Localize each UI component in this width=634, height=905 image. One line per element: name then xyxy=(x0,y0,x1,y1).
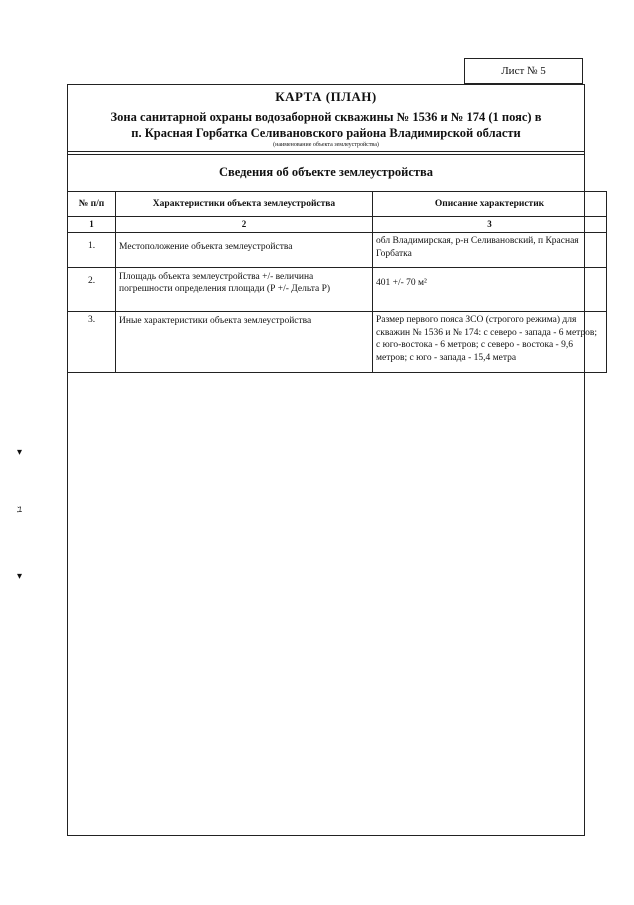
table-row xyxy=(68,268,607,312)
table-header-row xyxy=(68,192,607,217)
row-number: 1. xyxy=(68,233,116,268)
row-characteristic: Местоположение объекта землеустройства xyxy=(116,233,373,268)
margin-mark: ▾ xyxy=(17,447,23,458)
row-number: 3. xyxy=(68,312,116,373)
col-header-description: Описание характеристик xyxy=(373,192,607,217)
row-characteristic: Площадь объекта землеустройства +/- величина погрешности определения площади (Р +/- Дельта Р) xyxy=(116,268,373,312)
table-index-row xyxy=(68,217,607,233)
section-title: Сведения об объекте землеустройства xyxy=(218,165,434,179)
sheet-number: Лист № 5 xyxy=(464,58,583,84)
index-cell: 1 xyxy=(68,217,116,233)
row-number: 2. xyxy=(68,268,116,312)
object-name-caption: (наименование объекта землеустройства) xyxy=(273,142,379,148)
row-description: Размер первого пояса ЗСО (строгого режима) для скважин № 1536 и № 174: с северо - запада - 6 метров; с юго-востока - 6 метров; с северо - востока - 9,6 метров; с юго - запада - 15,4 метра xyxy=(373,312,607,373)
divider-under-title-double xyxy=(68,154,584,155)
table-row xyxy=(68,233,607,268)
index-cell: 2 xyxy=(116,217,373,233)
index-cell: 3 xyxy=(373,217,607,233)
document-frame xyxy=(67,84,598,836)
table-row xyxy=(68,312,607,373)
document-subtitle-line-1: Зона санитарной охраны водозаборной скважины № 1536 и № 174 (1 пояс) в xyxy=(110,110,542,124)
characteristics-table xyxy=(67,191,607,373)
divider-under-title xyxy=(68,151,584,152)
row-description: обл Владимирская, р-н Селивановский, п Красная Горбатка xyxy=(373,233,607,268)
document-title: КАРТА (ПЛАН) xyxy=(275,89,377,104)
col-header-characteristics: Характеристики объекта землеустройства xyxy=(116,192,373,217)
margin-mark: ▾ xyxy=(17,571,23,582)
row-characteristic: Иные характеристики объекта землеустройства xyxy=(116,312,373,373)
title-block xyxy=(68,85,584,151)
document-subtitle-line-2: п. Красная Горбатка Селивановского района Владимирской области xyxy=(131,126,521,140)
row-description: 401 +/- 70 м² xyxy=(373,268,607,312)
margin-mark: ﾕ xyxy=(17,505,22,516)
col-header-number: № п/п xyxy=(68,192,116,217)
